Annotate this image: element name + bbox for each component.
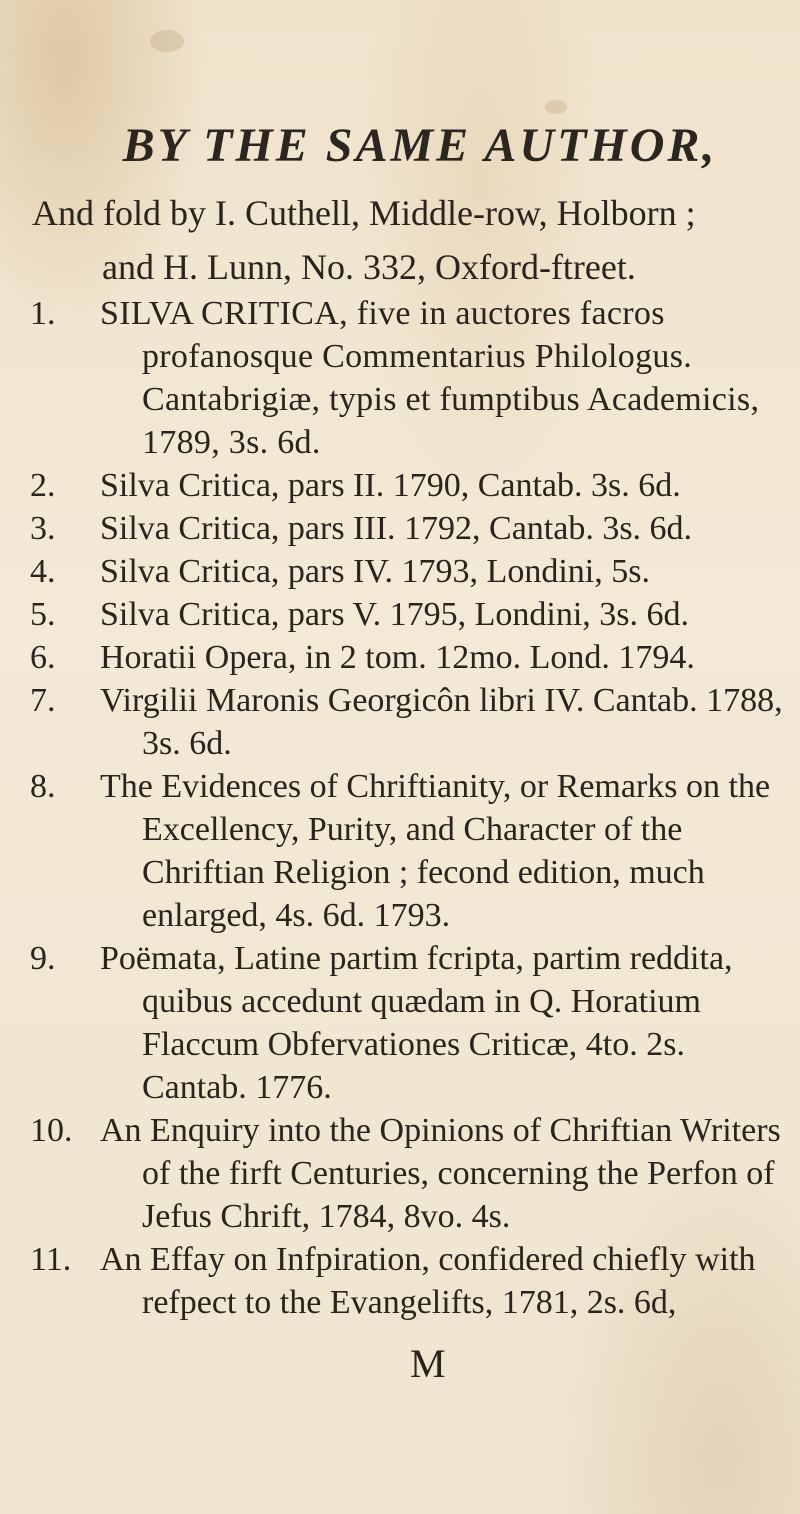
entry-text: The Evidences of Chriftianity, or Remarks on the Excellency, Purity, and Character of the Chriftian Religion ; fecond edition, much enlarged, 4s. 6d. 1793. <box>100 768 771 934</box>
list-item <box>0 507 800 550</box>
paper-stain <box>150 30 184 52</box>
imprint-line-2: and H. Lunn, No. 332, Oxford-ftreet. <box>102 247 636 287</box>
entry-text: Poëmata, Latine partim fcripta, partim reddita, quibus accedunt quædam in Q. Horatium Flaccum Obfervationes Criticæ, 4to. 2s. Cantab. 1776. <box>100 940 733 1106</box>
list-item <box>0 636 800 679</box>
entry-text: SILVA CRITICA, five in auctores facros profanosque Commentarius Philologus. Cantabrigiæ, typis et fumptibus Academicis, 1789, 3s. 6d. <box>100 295 760 461</box>
works-list <box>0 292 800 1324</box>
list-item <box>0 937 800 1109</box>
entry-text: Silva Critica, pars V. 1795, Londini, 3s. 6d. <box>100 596 690 633</box>
imprint-line-1: And fold by I. Cuthell, Middle-row, Holborn ; <box>32 193 696 233</box>
entry-text: Virgilii Maronis Georgicôn libri IV. Cantab. 1788, 3s. 6d. <box>100 682 783 762</box>
entry-number: 2. <box>30 467 56 504</box>
entry-text: Silva Critica, pars III. 1792, Cantab. 3s. 6d. <box>100 510 693 547</box>
list-item <box>0 1238 800 1324</box>
entry-number: 11. <box>30 1241 72 1278</box>
entry-number: 6. <box>30 639 56 676</box>
section-heading: BY THE SAME AUTHOR, <box>122 119 718 172</box>
entry-number: 10. <box>30 1112 73 1149</box>
entry-number: 7. <box>30 682 56 719</box>
signature-mark: M <box>410 1341 446 1386</box>
paper-stain <box>545 100 567 114</box>
list-item <box>0 292 800 464</box>
entry-text: An Enquiry into the Opinions of Chriftian Writers of the firft Centuries, concerning the Perfon of Jefus Chrift, 1784, 8vo. 4s. <box>100 1112 781 1235</box>
list-item <box>0 1109 800 1238</box>
entry-number: 9. <box>30 940 56 977</box>
entry-number: 5. <box>30 596 56 633</box>
entry-number: 8. <box>30 768 56 805</box>
list-item <box>0 593 800 636</box>
entry-text: Silva Critica, pars II. 1790, Cantab. 3s. 6d. <box>100 467 681 504</box>
list-item <box>0 765 800 937</box>
entry-number: 4. <box>30 553 56 590</box>
entry-text: An Effay on Infpiration, confidered chiefly with refpect to the Evangelifts, 1781, 2s. 6d, <box>100 1241 756 1321</box>
list-item <box>0 464 800 507</box>
entry-text: Horatii Opera, in 2 tom. 12mo. Lond. 1794. <box>100 639 695 676</box>
list-item <box>0 550 800 593</box>
list-item <box>0 679 800 765</box>
entry-text: Silva Critica, pars IV. 1793, Londini, 5s. <box>100 553 650 590</box>
entry-number: 1. <box>30 295 56 332</box>
publisher-imprint <box>32 186 792 294</box>
entry-number: 3. <box>30 510 56 547</box>
